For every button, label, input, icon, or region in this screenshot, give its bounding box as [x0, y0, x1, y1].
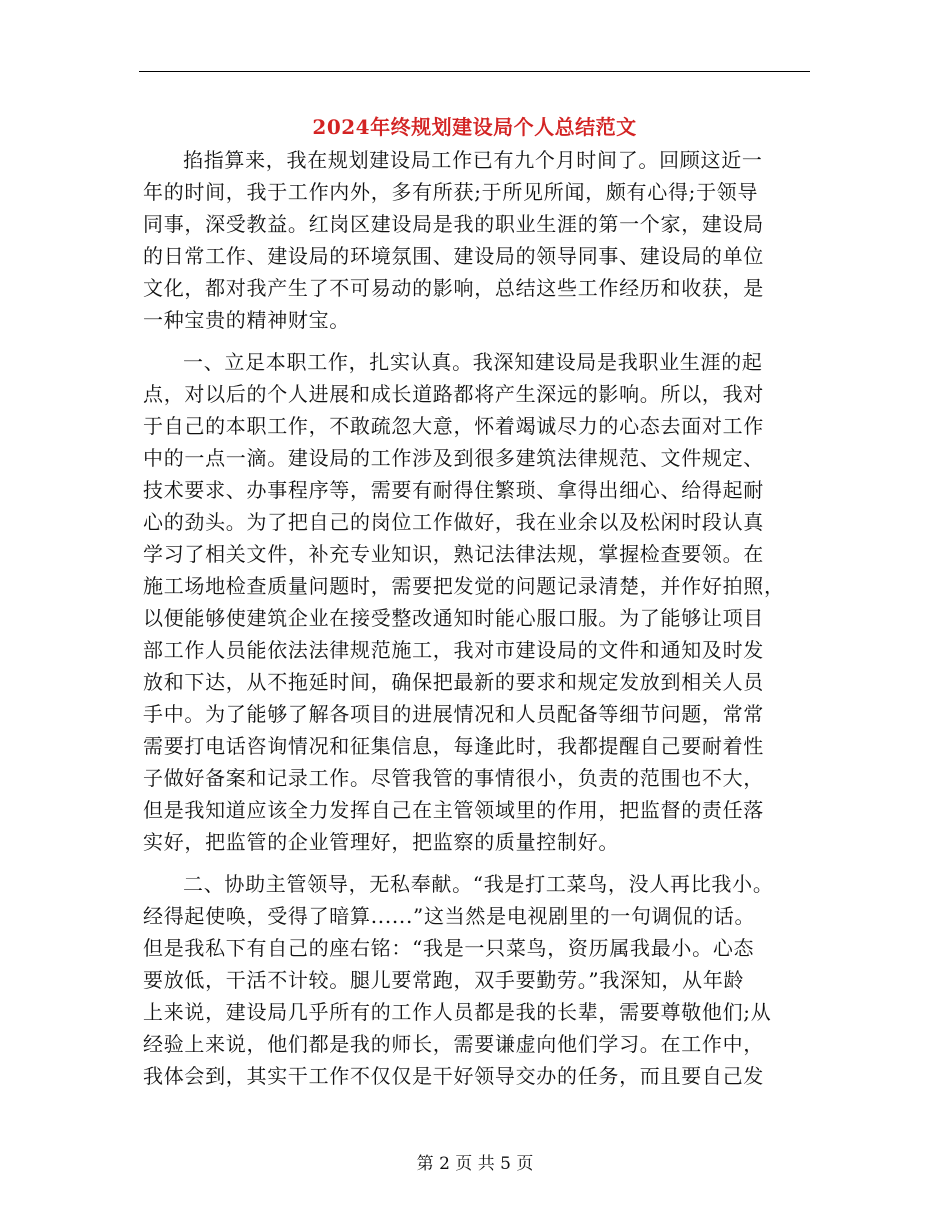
body-line: 的日常工作、建设局的环境氛围、建设局的领导同事、建设局的单位 — [143, 244, 764, 268]
body-line: 一、立足本职工作，扎实认真。我深知建设局是我职业生涯的起 — [183, 350, 763, 374]
body-line: 以便能够使建筑企业在接受整改通知时能心服口服。为了能够让项目 — [143, 606, 764, 630]
body-line: 我体会到，其实干工作不仅仅是干好领导交办的任务，而且要自己发 — [143, 1064, 764, 1088]
body-line: 同事，深受教益。红岗区建设局是我的职业生涯的第一个家，建设局 — [143, 212, 764, 236]
body-line: 于自己的本职工作，不敢疏忽大意，怀着竭诚尽力的心态去面对工作 — [143, 414, 764, 438]
body-line: 心的劲头。为了把自己的岗位工作做好，我在业余以及松闲时段认真 — [143, 510, 764, 534]
page-number: 第 2 页 共 5 页 — [416, 1154, 534, 1174]
body-line: 中的一点一滴。建设局的工作涉及到很多建筑法律规范、文件规定、 — [143, 446, 764, 470]
body-line: 掐指算来，我在规划建设局工作已有九个月时间了。回顾这近一 — [183, 148, 763, 172]
body-line: 但是我私下有自己的座右铭：“我是一只菜鸟，资历属我最小。心态 — [143, 936, 755, 960]
body-line: 技术要求、办事程序等，需要有耐得住繁琐、拿得出细心、给得起耐 — [143, 478, 764, 502]
body-line: 部工作人员能依法法律规范施工，我对市建设局的文件和通知及时发 — [143, 638, 764, 662]
body-line: 点，对以后的个人进展和成长道路都将产生深远的影响。所以，我对 — [143, 382, 764, 406]
body-line: 子做好备案和记录工作。尽管我管的事情很小，负责的范围也不大， — [143, 766, 764, 790]
body-line: 一种宝贵的精神财宝。 — [143, 308, 350, 332]
body-line: 文化，都对我产生了不可易动的影响，总结这些工作经历和收获，是 — [143, 276, 764, 300]
body-line: 二、协助主管领导，无私奉献。“我是打工菜鸟，没人再比我小。 — [183, 872, 774, 896]
body-line: 手中。为了能够了解各项目的进展情况和人员配备等细节问题，常常 — [143, 702, 764, 726]
body-line: 施工场地检查质量问题时，需要把发觉的问题记录清楚，并作好拍照， — [143, 574, 785, 598]
body-line: 需要打电话咨询情况和征集信息，每逢此时，我都提醒自己要耐着性 — [143, 734, 764, 758]
body-line: 经得起使唤，受得了暗算......”这当然是电视剧里的一句调侃的话。 — [143, 904, 756, 928]
body-line: 上来说，建设局几乎所有的工作人员都是我的长辈，需要尊敬他们;从 — [143, 1000, 772, 1024]
header-rule — [139, 71, 810, 72]
document-title: 2024年终规划建设局个人总结范文 — [312, 115, 637, 139]
body-line: 但是我知道应该全力发挥自己在主管领域里的作用，把监督的责任落 — [143, 798, 764, 822]
body-line: 实好，把监管的企业管理好，把监察的质量控制好。 — [143, 830, 620, 854]
body-line: 学习了相关文件，补充专业知识，熟记法律法规，掌握检查要领。在 — [143, 542, 764, 566]
body-line: 放和下达，从不拖延时间，确保把最新的要求和规定发放到相关人员 — [143, 670, 764, 694]
body-line: 要放低，干活不计较。腿儿要常跑，双手要勤劳。”我深知，从年龄 — [143, 968, 745, 992]
body-line: 年的时间，我于工作内外，多有所获;于所见所闻，颇有心得;于领导 — [143, 180, 759, 204]
body-line: 经验上来说，他们都是我的师长，需要谦虚向他们学习。在工作中， — [143, 1032, 764, 1056]
